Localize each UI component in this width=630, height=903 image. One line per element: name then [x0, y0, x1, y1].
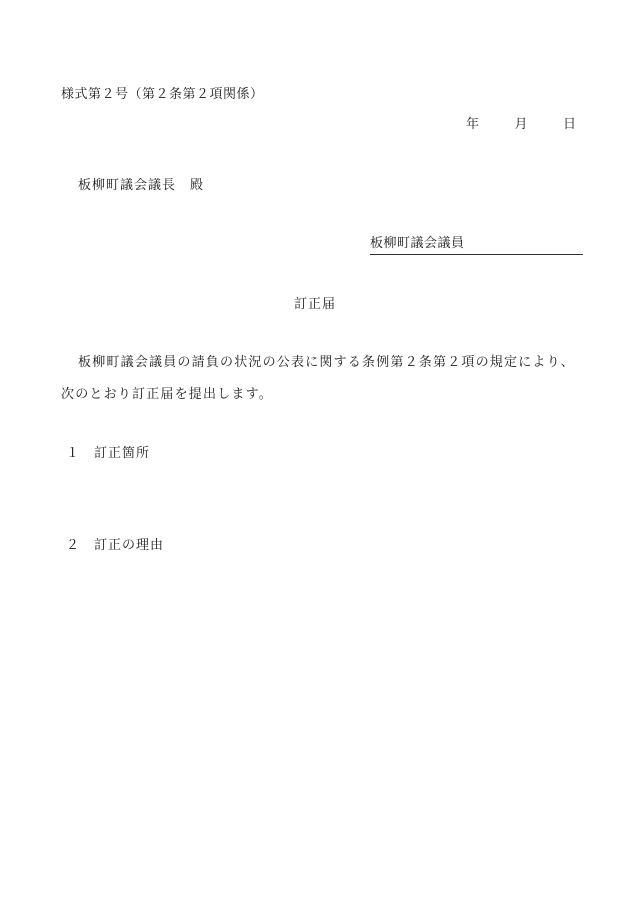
date-row: [466, 118, 576, 131]
item-correction-reason: [66, 539, 164, 552]
document-title: 訂正届: [293, 297, 336, 312]
item-number: ２: [66, 538, 81, 553]
body-text-line-1: 板柳町議会議員の請負の状況の公表に関する条例第２条第２項の規定により、: [78, 355, 576, 370]
signer-line: 板柳町議会議員: [370, 237, 583, 255]
item-correction-location: [66, 447, 150, 460]
addressee: 板柳町議会議長 殿: [78, 178, 205, 193]
item-label: 訂正箇所: [94, 446, 151, 461]
date-day-label: 日: [562, 117, 576, 132]
item-label: 訂正の理由: [94, 538, 165, 553]
body-text-line-2: 次のとおり訂正届を提出します。: [61, 387, 273, 402]
item-number: １: [66, 446, 81, 461]
date-year-label: 年: [466, 117, 480, 132]
form-label: 様式第２号（第２条第２項関係）: [61, 87, 264, 102]
date-month-label: 月: [514, 117, 528, 132]
